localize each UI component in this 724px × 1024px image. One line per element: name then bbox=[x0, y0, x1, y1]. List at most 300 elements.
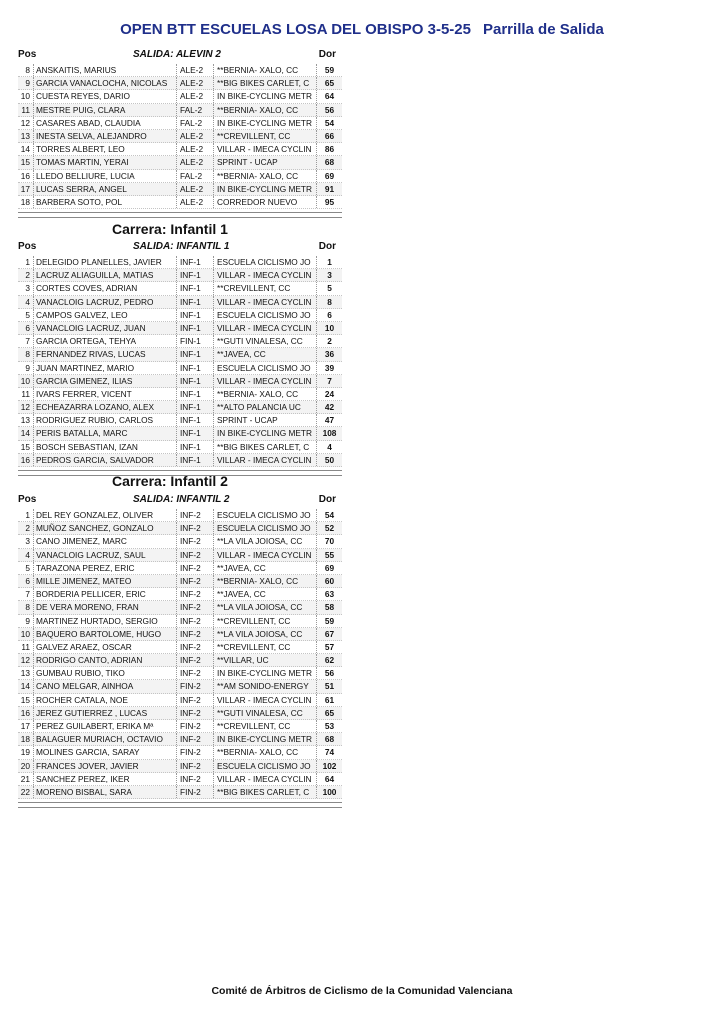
section-alevin-2-header bbox=[18, 49, 342, 62]
position-cell: 13 bbox=[18, 414, 34, 426]
club-cell: **CREVILLENT, CC bbox=[214, 615, 317, 627]
position-cell: 19 bbox=[18, 746, 34, 758]
position-cell: 6 bbox=[18, 575, 34, 587]
club-cell: **GUTI VINALESA, CC bbox=[214, 707, 317, 719]
bib-number-cell: 57 bbox=[324, 641, 335, 652]
position-cell: 16 bbox=[18, 170, 34, 182]
bib-number-cell: 100 bbox=[322, 786, 337, 797]
club-cell: **JAVEA, CC bbox=[214, 588, 317, 600]
club-cell: VILLAR - IMECA CYCLIN bbox=[214, 375, 317, 387]
club-cell: **GUTI VINALESA, CC bbox=[214, 335, 317, 347]
category-cell: INF-1 bbox=[177, 362, 214, 374]
club-cell: **LA VILA JOIOSA, CC bbox=[214, 628, 317, 640]
category-cell: INF-1 bbox=[177, 375, 214, 387]
rider-name-cell: ROCHER CATALA, NOE bbox=[34, 694, 177, 706]
bib-number-cell: 70 bbox=[324, 536, 335, 547]
rider-name-cell: PEREZ GUILABERT, ERIKA Mª bbox=[34, 720, 177, 732]
table-row bbox=[18, 335, 342, 348]
category-cell: INF-2 bbox=[177, 773, 214, 785]
rider-name-cell: INESTA SELVA, ALEJANDRO bbox=[34, 130, 177, 142]
bib-number-cell: 91 bbox=[324, 183, 335, 194]
rider-name-cell: DELEGIDO PLANELLES, JAVIER bbox=[34, 256, 177, 268]
rider-name-cell: IVARS FERRER, VICENT bbox=[34, 388, 177, 400]
salida-label: SALIDA: INFANTIL 1 bbox=[133, 241, 230, 252]
rider-name-cell: TOMAS MARTIN, YERAI bbox=[34, 156, 177, 168]
club-cell: VILLAR - IMECA CYCLIN bbox=[214, 454, 317, 466]
category-cell: ALE-2 bbox=[177, 77, 214, 89]
table-row bbox=[18, 773, 342, 786]
table-bottom-rule bbox=[18, 212, 342, 218]
club-cell: **CREVILLENT, CC bbox=[214, 720, 317, 732]
rider-name-cell: LACRUZ ALIAGUILLA, MATIAS bbox=[34, 269, 177, 281]
position-cell: 18 bbox=[18, 733, 34, 745]
club-cell: **LA VILA JOIOSA, CC bbox=[214, 535, 317, 547]
rider-name-cell: GUMBAU RUBIO, TIKO bbox=[34, 667, 177, 679]
club-cell: **JAVEA, CC bbox=[214, 348, 317, 360]
club-cell: **BERNIA- XALO, CC bbox=[214, 170, 317, 182]
bib-number-cell: 6 bbox=[327, 309, 332, 320]
table-row bbox=[18, 667, 342, 680]
rider-name-cell: DE VERA MORENO, FRAN bbox=[34, 601, 177, 613]
rider-name-cell: TARAZONA PEREZ, ERIC bbox=[34, 562, 177, 574]
club-cell: SPRINT - UCAP bbox=[214, 414, 317, 426]
table-row bbox=[18, 786, 342, 799]
table-row bbox=[18, 90, 342, 103]
table-row bbox=[18, 522, 342, 535]
rider-name-cell: CORTES COVES, ADRIAN bbox=[34, 282, 177, 294]
category-cell: INF-2 bbox=[177, 760, 214, 772]
position-cell: 17 bbox=[18, 183, 34, 195]
footer-text: Comité de Árbitros de Ciclismo de la Comunidad Valenciana bbox=[211, 985, 513, 997]
table-row bbox=[18, 143, 342, 156]
category-cell: ALE-2 bbox=[177, 143, 214, 155]
rider-name-cell: JUAN MARTINEZ, MARIO bbox=[34, 362, 177, 374]
rider-name-cell: CANO JIMENEZ, MARC bbox=[34, 535, 177, 547]
rider-name-cell: GARCIA VANACLOCHA, NICOLAS bbox=[34, 77, 177, 89]
club-cell: ESCUELA CICLISMO JO bbox=[214, 522, 317, 534]
club-cell: **BERNIA- XALO, CC bbox=[214, 64, 317, 76]
category-cell: INF-2 bbox=[177, 654, 214, 666]
category-cell: INF-1 bbox=[177, 322, 214, 334]
rider-name-cell: VANACLOIG LACRUZ, JUAN bbox=[34, 322, 177, 334]
position-cell: 17 bbox=[18, 720, 34, 732]
category-cell: INF-2 bbox=[177, 562, 214, 574]
table-row bbox=[18, 601, 342, 614]
category-cell: INF-1 bbox=[177, 256, 214, 268]
table-row bbox=[18, 628, 342, 641]
category-cell: INF-2 bbox=[177, 509, 214, 521]
category-cell: INF-2 bbox=[177, 522, 214, 534]
table-row bbox=[18, 77, 342, 90]
bib-number-cell: 52 bbox=[324, 523, 335, 534]
position-cell: 8 bbox=[18, 601, 34, 613]
position-cell: 15 bbox=[18, 694, 34, 706]
section-infantil-1-header bbox=[18, 241, 342, 254]
club-cell: **BERNIA- XALO, CC bbox=[214, 104, 317, 116]
club-cell: **BIG BIKES CARLET, C bbox=[214, 441, 317, 453]
pos-column-header: Pos bbox=[18, 494, 37, 505]
rider-name-cell: MARTINEZ HURTADO, SERGIO bbox=[34, 615, 177, 627]
bib-number-cell: 53 bbox=[324, 721, 335, 731]
club-cell: **AM SONIDO-ENERGY bbox=[214, 680, 317, 692]
position-cell: 10 bbox=[18, 375, 34, 387]
category-cell: FIN-2 bbox=[177, 720, 214, 732]
bib-number-cell: 36 bbox=[324, 349, 335, 360]
table-row bbox=[18, 282, 342, 295]
table-row bbox=[18, 588, 342, 601]
bib-number-cell: 69 bbox=[324, 562, 335, 573]
pos-column-header: Pos bbox=[18, 241, 37, 252]
club-cell: ESCUELA CICLISMO JO bbox=[214, 760, 317, 772]
position-cell: 7 bbox=[18, 335, 34, 347]
race-title-infantil-2: Carrera: Infantil 2 bbox=[112, 473, 228, 489]
rider-name-cell: LLEDO BELLIURE, LUCIA bbox=[34, 170, 177, 182]
position-cell: 18 bbox=[18, 196, 34, 208]
position-cell: 2 bbox=[18, 269, 34, 281]
bib-number-cell: 51 bbox=[324, 681, 335, 692]
club-cell: ESCUELA CICLISMO JO bbox=[214, 309, 317, 321]
category-cell: INF-2 bbox=[177, 667, 214, 679]
rider-name-cell: VANACLOIG LACRUZ, PEDRO bbox=[34, 296, 177, 308]
bib-number-cell: 108 bbox=[322, 428, 337, 439]
table-row bbox=[18, 707, 342, 720]
bib-number-cell: 68 bbox=[324, 157, 335, 168]
position-cell: 12 bbox=[18, 401, 34, 413]
category-cell: ALE-2 bbox=[177, 64, 214, 76]
category-cell: INF-2 bbox=[177, 588, 214, 600]
category-cell: FAL-2 bbox=[177, 170, 214, 182]
bib-number-cell: 56 bbox=[324, 668, 335, 679]
table-row bbox=[18, 535, 342, 548]
position-cell: 6 bbox=[18, 322, 34, 334]
club-cell: VILLAR - IMECA CYCLIN bbox=[214, 694, 317, 706]
position-cell: 10 bbox=[18, 90, 34, 102]
bib-number-cell: 67 bbox=[324, 628, 335, 639]
table-row bbox=[18, 401, 342, 414]
table-row bbox=[18, 575, 342, 588]
category-cell: FIN-2 bbox=[177, 680, 214, 692]
table-bottom-rule bbox=[18, 802, 342, 808]
club-cell: **BIG BIKES CARLET, C bbox=[214, 77, 317, 89]
club-cell: **BERNIA- XALO, CC bbox=[214, 575, 317, 587]
position-cell: 16 bbox=[18, 707, 34, 719]
bib-number-cell: 74 bbox=[324, 747, 335, 758]
rider-name-cell: DEL REY GONZALEZ, OLIVER bbox=[34, 509, 177, 521]
bib-number-cell: 39 bbox=[324, 362, 335, 373]
club-cell: **ALTO PALANCIA UC bbox=[214, 401, 317, 413]
category-cell: INF-1 bbox=[177, 427, 214, 439]
rider-name-cell: TORRES ALBERT, LEO bbox=[34, 143, 177, 155]
category-cell: FAL-2 bbox=[177, 117, 214, 129]
rider-name-cell: MESTRE PUIG, CLARA bbox=[34, 104, 177, 116]
bib-number-cell: 61 bbox=[324, 694, 335, 705]
rider-name-cell: GARCIA ORTEGA, TEHYA bbox=[34, 335, 177, 347]
rider-name-cell: MUÑOZ SANCHEZ, GONZALO bbox=[34, 522, 177, 534]
club-cell: VILLAR - IMECA CYCLIN bbox=[214, 773, 317, 785]
rider-name-cell: FERNANDEZ RIVAS, LUCAS bbox=[34, 348, 177, 360]
rider-name-cell: MILLE JIMENEZ, MATEO bbox=[34, 575, 177, 587]
club-cell: IN BIKE-CYCLING METR bbox=[214, 667, 317, 679]
rider-name-cell: BAQUERO BARTOLOME, HUGO bbox=[34, 628, 177, 640]
club-cell: IN BIKE-CYCLING METR bbox=[214, 733, 317, 745]
category-cell: INF-2 bbox=[177, 707, 214, 719]
bib-number-cell: 58 bbox=[324, 602, 335, 613]
table-row bbox=[18, 549, 342, 562]
rider-name-cell: ECHEAZARRA LOZANO, ALEX bbox=[34, 401, 177, 413]
club-cell: VILLAR - IMECA CYCLIN bbox=[214, 143, 317, 155]
bib-number-cell: 63 bbox=[324, 589, 335, 600]
bib-number-cell: 56 bbox=[324, 104, 335, 115]
category-cell: INF-2 bbox=[177, 628, 214, 640]
category-cell: INF-1 bbox=[177, 296, 214, 308]
position-cell: 12 bbox=[18, 654, 34, 666]
club-cell: ESCUELA CICLISMO JO bbox=[214, 362, 317, 374]
club-cell: VILLAR - IMECA CYCLIN bbox=[214, 296, 317, 308]
position-cell: 11 bbox=[18, 104, 34, 116]
club-cell: **BERNIA- XALO, CC bbox=[214, 388, 317, 400]
race-title-infantil-1: Carrera: Infantil 1 bbox=[112, 221, 228, 237]
bib-number-cell: 3 bbox=[327, 270, 332, 281]
category-cell: INF-2 bbox=[177, 694, 214, 706]
event-title: OPEN BTT ESCUELAS LOSA DEL OBISPO 3-5-25 bbox=[120, 21, 471, 38]
rider-name-cell: BOSCH SEBASTIAN, IZAN bbox=[34, 441, 177, 453]
page-subtitle: Parrilla de Salida bbox=[483, 21, 604, 38]
club-cell: VILLAR - IMECA CYCLIN bbox=[214, 549, 317, 561]
category-cell: INF-1 bbox=[177, 441, 214, 453]
category-cell: INF-1 bbox=[177, 282, 214, 294]
category-cell: INF-2 bbox=[177, 575, 214, 587]
position-cell: 22 bbox=[18, 786, 34, 798]
table-row bbox=[18, 183, 342, 196]
section-infantil-2-header bbox=[18, 494, 342, 507]
position-cell: 4 bbox=[18, 296, 34, 308]
category-cell: INF-2 bbox=[177, 615, 214, 627]
club-cell: CORREDOR NUEVO bbox=[214, 196, 317, 208]
club-cell: ESCUELA CICLISMO JO bbox=[214, 509, 317, 521]
table-row bbox=[18, 322, 342, 335]
table-row bbox=[18, 256, 342, 269]
table-row bbox=[18, 362, 342, 375]
category-cell: INF-2 bbox=[177, 535, 214, 547]
club-cell: IN BIKE-CYCLING METR bbox=[214, 427, 317, 439]
bib-number-cell: 47 bbox=[324, 415, 335, 426]
position-cell: 9 bbox=[18, 77, 34, 89]
page-title bbox=[0, 21, 724, 38]
position-cell: 11 bbox=[18, 641, 34, 653]
position-cell: 20 bbox=[18, 760, 34, 772]
position-cell: 13 bbox=[18, 130, 34, 142]
rider-name-cell: MORENO BISBAL, SARA bbox=[34, 786, 177, 798]
club-cell: **BIG BIKES CARLET, C bbox=[214, 786, 317, 798]
table-row bbox=[18, 414, 342, 427]
bib-number-cell: 2 bbox=[327, 336, 332, 347]
category-cell: ALE-2 bbox=[177, 90, 214, 102]
start-grid-table-infantil-1 bbox=[18, 256, 342, 476]
category-cell: ALE-2 bbox=[177, 156, 214, 168]
category-cell: INF-1 bbox=[177, 309, 214, 321]
bib-number-cell: 86 bbox=[324, 144, 335, 155]
club-cell: ESCUELA CICLISMO JO bbox=[214, 256, 317, 268]
position-cell: 2 bbox=[18, 522, 34, 534]
table-row bbox=[18, 64, 342, 77]
category-cell: INF-2 bbox=[177, 549, 214, 561]
category-cell: ALE-2 bbox=[177, 130, 214, 142]
bib-number-cell: 59 bbox=[324, 615, 335, 626]
bib-number-cell: 65 bbox=[324, 78, 335, 89]
club-cell: IN BIKE-CYCLING METR bbox=[214, 117, 317, 129]
category-cell: INF-2 bbox=[177, 641, 214, 653]
bib-number-cell: 60 bbox=[324, 575, 335, 586]
dor-column-header: Dor bbox=[318, 49, 336, 60]
table-row bbox=[18, 615, 342, 628]
salida-label: SALIDA: INFANTIL 2 bbox=[133, 494, 230, 505]
position-cell: 9 bbox=[18, 615, 34, 627]
category-cell: ALE-2 bbox=[177, 183, 214, 195]
club-cell: **BERNIA- XALO, CC bbox=[214, 746, 317, 758]
category-cell: INF-1 bbox=[177, 414, 214, 426]
table-row bbox=[18, 156, 342, 169]
rider-name-cell: RODRIGUEZ RUBIO, CARLOS bbox=[34, 414, 177, 426]
bib-number-cell: 5 bbox=[327, 283, 332, 294]
rider-name-cell: GARCIA GIMENEZ, ILIAS bbox=[34, 375, 177, 387]
rider-name-cell: CASARES ABAD, CLAUDIA bbox=[34, 117, 177, 129]
position-cell: 10 bbox=[18, 628, 34, 640]
rider-name-cell: VANACLOIG LACRUZ, SAUL bbox=[34, 549, 177, 561]
rider-name-cell: BARBERA SOTO, POL bbox=[34, 196, 177, 208]
table-row bbox=[18, 296, 342, 309]
salida-label: SALIDA: ALEVIN 2 bbox=[133, 49, 221, 60]
table-row bbox=[18, 388, 342, 401]
bib-number-cell: 62 bbox=[324, 655, 335, 666]
category-cell: FAL-2 bbox=[177, 104, 214, 116]
club-cell: **CREVILLENT, CC bbox=[214, 641, 317, 653]
rider-name-cell: LUCAS SERRA, ANGEL bbox=[34, 183, 177, 195]
position-cell: 16 bbox=[18, 454, 34, 466]
bib-number-cell: 102 bbox=[322, 760, 337, 771]
rider-name-cell: RODRIGO CANTO, ADRIAN bbox=[34, 654, 177, 666]
club-cell: **VILLAR, UC bbox=[214, 654, 317, 666]
rider-name-cell: FRANCES JOVER, JAVIER bbox=[34, 760, 177, 772]
table-row bbox=[18, 654, 342, 667]
position-cell: 15 bbox=[18, 441, 34, 453]
table-row bbox=[18, 117, 342, 130]
bib-number-cell: 10 bbox=[324, 322, 335, 333]
position-cell: 14 bbox=[18, 680, 34, 692]
position-cell: 13 bbox=[18, 667, 34, 679]
category-cell: INF-2 bbox=[177, 733, 214, 745]
bib-number-cell: 64 bbox=[324, 91, 335, 102]
table-row bbox=[18, 269, 342, 282]
rider-name-cell: CUESTA REYES, DARIO bbox=[34, 90, 177, 102]
position-cell: 1 bbox=[18, 256, 34, 268]
table-row bbox=[18, 348, 342, 361]
table-row bbox=[18, 746, 342, 759]
club-cell: **CREVILLENT, CC bbox=[214, 130, 317, 142]
bib-number-cell: 8 bbox=[327, 296, 332, 307]
position-cell: 1 bbox=[18, 509, 34, 521]
position-cell: 9 bbox=[18, 362, 34, 374]
bib-number-cell: 1 bbox=[327, 257, 332, 267]
bib-number-cell: 42 bbox=[324, 402, 335, 413]
bib-number-cell: 69 bbox=[324, 170, 335, 181]
position-cell: 5 bbox=[18, 562, 34, 574]
position-cell: 15 bbox=[18, 156, 34, 168]
pos-column-header: Pos bbox=[18, 49, 37, 60]
bib-number-cell: 54 bbox=[324, 510, 335, 520]
category-cell: INF-1 bbox=[177, 454, 214, 466]
bib-number-cell: 66 bbox=[324, 130, 335, 141]
category-cell: FIN-2 bbox=[177, 746, 214, 758]
table-row bbox=[18, 309, 342, 322]
bib-number-cell: 7 bbox=[327, 375, 332, 386]
club-cell: **CREVILLENT, CC bbox=[214, 282, 317, 294]
club-cell: IN BIKE-CYCLING METR bbox=[214, 90, 317, 102]
rider-name-cell: BORDERIA PELLICER, ERIC bbox=[34, 588, 177, 600]
start-grid-table-infantil-2 bbox=[18, 509, 342, 808]
rider-name-cell: CANO MELGAR, AINHOA bbox=[34, 680, 177, 692]
bib-number-cell: 64 bbox=[324, 773, 335, 784]
bib-number-cell: 55 bbox=[324, 549, 335, 560]
table-row bbox=[18, 454, 342, 467]
position-cell: 21 bbox=[18, 773, 34, 785]
position-cell: 14 bbox=[18, 427, 34, 439]
club-cell: VILLAR - IMECA CYCLIN bbox=[214, 322, 317, 334]
dor-column-header: Dor bbox=[318, 241, 336, 252]
category-cell: INF-1 bbox=[177, 401, 214, 413]
table-row bbox=[18, 170, 342, 183]
position-cell: 7 bbox=[18, 588, 34, 600]
position-cell: 4 bbox=[18, 549, 34, 561]
position-cell: 12 bbox=[18, 117, 34, 129]
rider-name-cell: BALAGUER MURIACH, OCTAVIO bbox=[34, 733, 177, 745]
position-cell: 11 bbox=[18, 388, 34, 400]
rider-name-cell: GALVEZ ARAEZ, OSCAR bbox=[34, 641, 177, 653]
table-row bbox=[18, 680, 342, 693]
bib-number-cell: 95 bbox=[324, 196, 335, 207]
rider-name-cell: PERIS BATALLA, MARC bbox=[34, 427, 177, 439]
table-row bbox=[18, 694, 342, 707]
table-row bbox=[18, 641, 342, 654]
bib-number-cell: 65 bbox=[324, 707, 335, 718]
category-cell: INF-1 bbox=[177, 348, 214, 360]
rider-name-cell: SANCHEZ PEREZ, IKER bbox=[34, 773, 177, 785]
bib-number-cell: 68 bbox=[324, 734, 335, 745]
club-cell: SPRINT - UCAP bbox=[214, 156, 317, 168]
table-row bbox=[18, 509, 342, 522]
category-cell: INF-2 bbox=[177, 601, 214, 613]
bib-number-cell: 54 bbox=[324, 117, 335, 128]
rider-name-cell: CAMPOS GALVEZ, LEO bbox=[34, 309, 177, 321]
category-cell: FIN-2 bbox=[177, 786, 214, 798]
rider-name-cell: ANSKAITIS, MARIUS bbox=[34, 64, 177, 76]
club-cell: IN BIKE-CYCLING METR bbox=[214, 183, 317, 195]
bib-number-cell: 24 bbox=[324, 388, 335, 399]
table-row bbox=[18, 375, 342, 388]
category-cell: INF-1 bbox=[177, 388, 214, 400]
dor-column-header: Dor bbox=[318, 494, 336, 505]
rider-name-cell: JEREZ GUTIERREZ , LUCAS bbox=[34, 707, 177, 719]
table-row bbox=[18, 720, 342, 733]
club-cell: **LA VILA JOIOSA, CC bbox=[214, 601, 317, 613]
category-cell: FIN-1 bbox=[177, 335, 214, 347]
position-cell: 3 bbox=[18, 535, 34, 547]
position-cell: 8 bbox=[18, 348, 34, 360]
bib-number-cell: 50 bbox=[324, 454, 335, 465]
rider-name-cell: MOLINES GARCIA, SARAY bbox=[34, 746, 177, 758]
start-grid-table-alevin-2 bbox=[18, 64, 342, 218]
table-row bbox=[18, 427, 342, 440]
bib-number-cell: 4 bbox=[327, 441, 332, 452]
